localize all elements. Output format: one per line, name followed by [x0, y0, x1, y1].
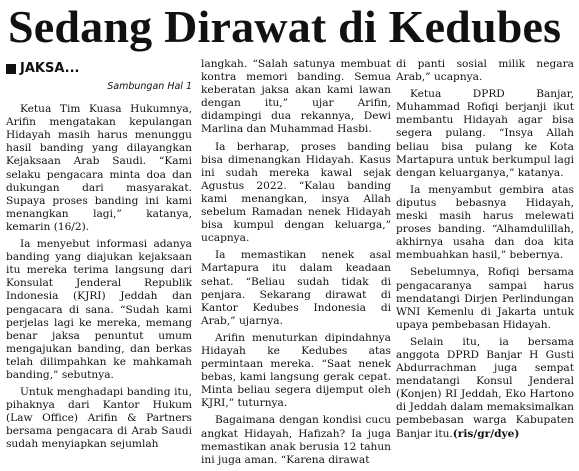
paragraph-text: Selain itu, ia bersama anggota DPRD Banjar H Gusti Abdurrachman juga sempat mendatangi Konsul Jenderal (Konjen) RI Jeddah, Eko Hartono di Jeddah dalam memaksimalkan pembebasan warga Kabupaten Banjar itu. — [396, 335, 574, 440]
paragraph: Bagaimana dengan kondisi cucu angkat Hidayah, Hafizah? Ia juga memastikan anak berusia 12 tahun ini juga aman. “Karena dirawat — [201, 414, 391, 466]
kicker — [6, 60, 192, 78]
paragraph: di panti sosial milik negara Arab,” ucapnya. — [396, 58, 574, 84]
paragraph: Ia berharap, proses banding bisa dimenangkan Hidayah. Kasus ini sudah mereka kawal sejak Agustus 2022. “Kalau banding kami menangkan, insya Allah sebelum Ramadan nenek Hidayah bisa kumpul dengan keluarga,” ucapnya. — [201, 140, 391, 245]
continuation-note: Sambungan Hal 1 — [107, 81, 192, 92]
paragraph: Ia menyebut informasi adanya banding yang diajukan kejaksaan itu mereka terima langsung dari Konsulat Jenderal Republik Indonesia (KJRI) Jeddah dan pengacara di sana. “Sudah kami perjelas lagi ke mereka, memang benar jaksa penuntut umum mengajukan banding, dan berkas telah dilimpahkan ke mahkamah banding,” sebutnya. — [6, 238, 192, 381]
column-3 — [396, 58, 574, 445]
author-signoff: (ris/gr/dye) — [452, 427, 520, 440]
paragraph: Ia memastikan nenek asal Martapura itu dalam keadaan sehat. “Beliau sudah tidak di penjara. Sekarang dirawat di Kantor Kedubes Indonesia di Arab,” ujarnya. — [201, 249, 391, 327]
square-bullet-icon — [6, 64, 16, 74]
paragraph: Ia menyambut gembira atas diputus bebasnya Hidayah, meski masih harus melewati proses banding. “Alhamdulillah, akhirnya usaha dan doa kita membuahkan hasil,” bebernya. — [396, 183, 574, 262]
paragraph: Sebelumnya, Rofiqi bersama pengacaranya sampai harus mendatangi Dirjen Perlindungan WNI Kemenlu di Jakarta untuk upaya pembebasan Hidayah. — [396, 266, 574, 331]
paragraph: Ketua DPRD Banjar, Muhammad Rofiqi berjanji ikut membantu Hidayah agar bisa segera pulang. “Insya Allah beliau bisa pulang ke Kota Martapura untuk berkumpul lagi dengan keluarganya,” katanya. — [396, 88, 574, 179]
article-headline: Sedang Dirawat di Kedubes — [8, 1, 562, 52]
paragraph: Arifin menuturkan dipindahnya Hidayah ke Kedubes atas permintaan mereka. “Saat nenek bebas, kami langsung gerak cepat. Minta beliau segera dijemput oleh KJRI,” tuturnya. — [201, 331, 391, 410]
paragraph: langkah. “Salah satunya membuat kontra memori banding. Semua keberatan jaksa akan kami lawan dengan itu,” ujar Arifin, didampingi dua rekannya, Dewi Marlina dan Muhammad Hasbi. — [201, 58, 391, 136]
kicker-label: JAKSA... — [20, 61, 80, 77]
paragraph — [396, 336, 574, 441]
column-1 — [6, 58, 192, 456]
column-2 — [201, 58, 391, 471]
paragraph: Untuk menghadapi banding itu, pihaknya dari Kantor Hukum (Law Office) Arifin & Partners bersama pengacara di Arab Saudi sudah menyiapkan sejumlah — [6, 386, 192, 451]
paragraph: Ketua Tim Kuasa Hukumnya, Arifin mengatakan kepulangan Hidayah masih harus menunggu hasil banding yang dilayangkan Kejaksaan Arab Saudi. “Kami selaku pengacara minta doa dan dukungan dari masyarakat. Supaya proses banding ini kami menangkan lagi,” katanya, kemarin (16/2). — [6, 103, 192, 233]
